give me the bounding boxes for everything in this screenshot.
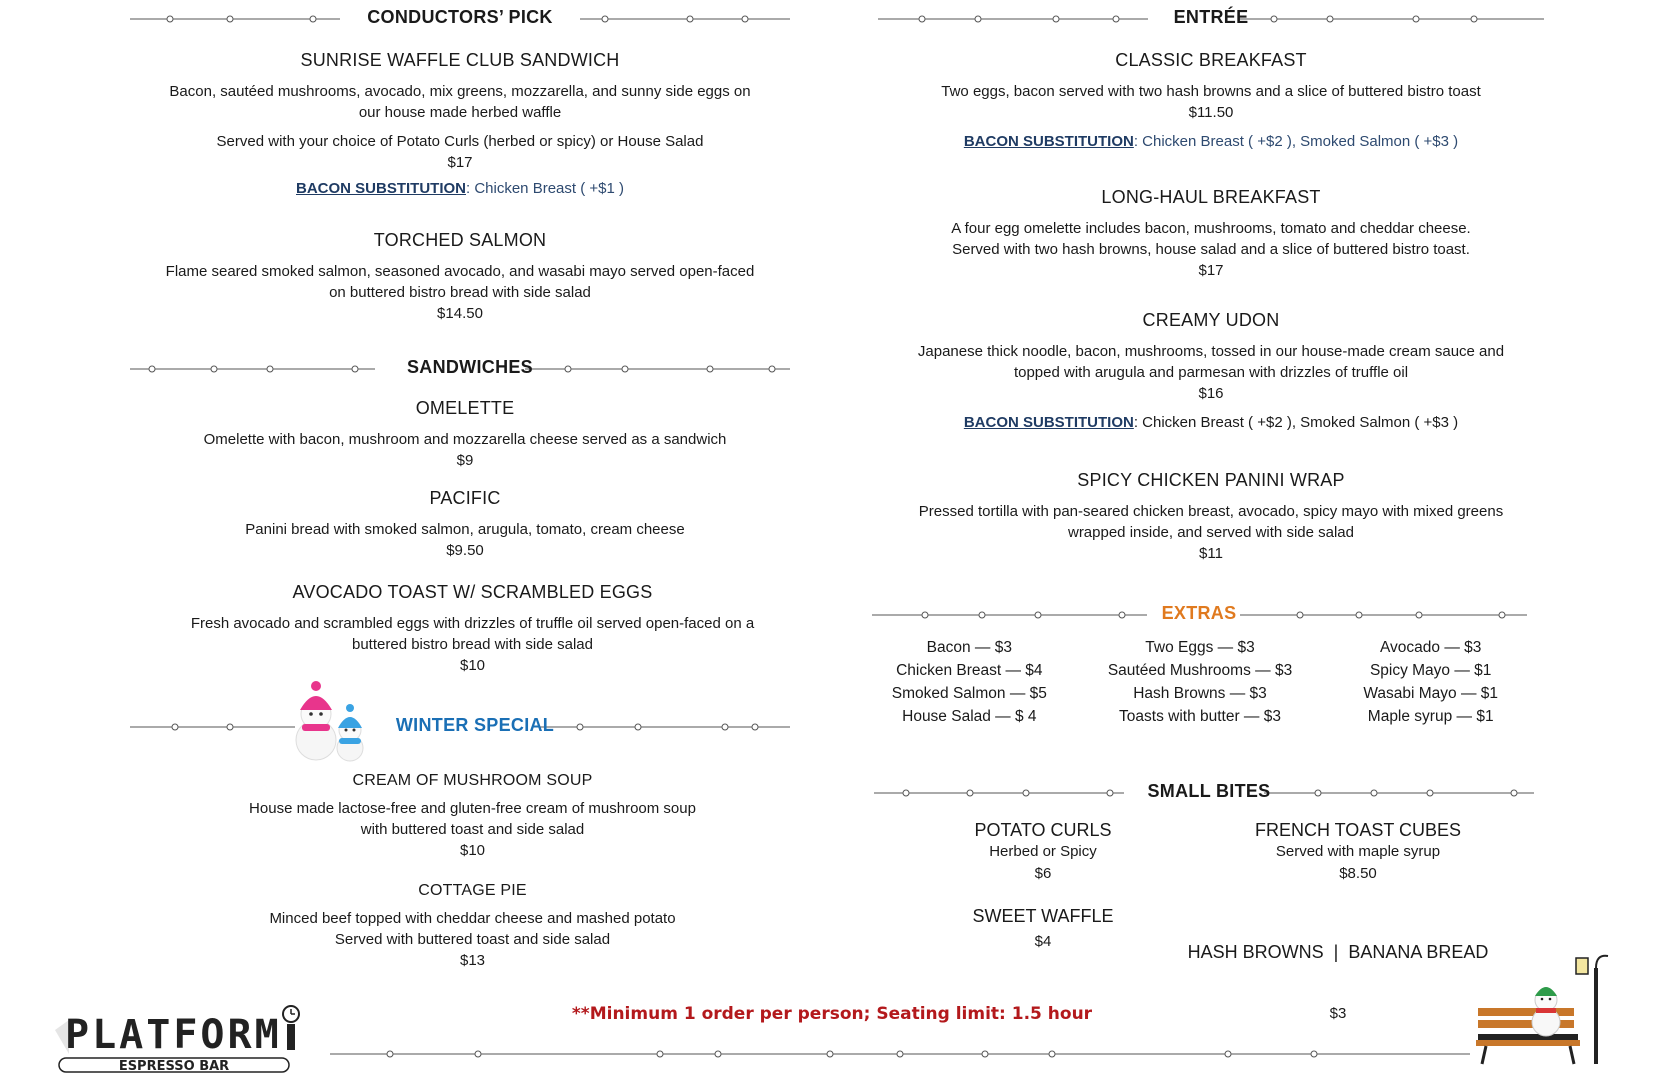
section-title: EXTRAS [1161, 603, 1237, 623]
item-desc: our house made herbed waffle [358, 104, 562, 121]
section-title: SMALL BITES [1147, 781, 1271, 801]
menu-item [878, 470, 1544, 564]
item-name: SWEET WAFFLE [972, 906, 1114, 926]
extra-item: Hash Browns — $3 [1133, 685, 1267, 702]
item-price: $6 [1034, 865, 1052, 882]
bite-item [928, 820, 1158, 885]
item-desc: Panini bread with smoked salmon, arugula, tomato, cream cheese [245, 521, 685, 538]
menu-item [878, 187, 1544, 281]
section-header-winter-special [130, 708, 790, 744]
item-name: OMELETTE [415, 398, 515, 418]
section-header-extras [872, 596, 1544, 632]
item-price: $10 [459, 657, 486, 674]
section-header-sandwiches [130, 350, 790, 386]
extra-item: Maple syrup — $1 [1367, 708, 1494, 725]
extra-item: Bacon — $3 [926, 639, 1012, 656]
extra-item: Wasabi Mayo — $1 [1363, 685, 1499, 702]
bite-item [1178, 906, 1498, 1061]
item-desc: Flame seared smoked salmon, seasoned avocado, and wasabi mayo served open-faced [165, 263, 755, 280]
bench-snowman-illustration [1466, 948, 1616, 1068]
item-price: $13 [459, 952, 486, 969]
item-price: $17 [1198, 262, 1224, 279]
item-desc: buttered bistro bread with side salad [352, 636, 593, 653]
item-desc: Served with maple syrup [1275, 843, 1441, 860]
section-title: SANDWICHES [406, 357, 533, 377]
item-name: LONG-HAUL BREAKFAST [1101, 187, 1321, 207]
bite-item [1208, 820, 1508, 885]
item-desc: with buttered toast and side salad [360, 821, 585, 838]
item-price: $9.50 [446, 542, 484, 559]
extra-item: Smoked Salmon — $5 [891, 685, 1047, 702]
item-name: CLASSIC BREAKFAST [1115, 50, 1307, 70]
menu-item [130, 882, 790, 971]
item-desc: wrapped inside, and served with side salad [1067, 524, 1354, 541]
item-name: FRENCH TOAST CUBES [1254, 820, 1462, 840]
item-desc: A four egg omelette includes bacon, mushrooms, tomato and cheddar cheese. [951, 220, 1471, 237]
item-desc: Japanese thick noodle, bacon, mushrooms, tossed in our house-made cream sauce and [917, 343, 1505, 360]
section-header-small-bites [874, 774, 1544, 810]
item-name: TORCHED SALMON [373, 230, 547, 250]
item-desc: Fresh avocado and scrambled eggs with drizzles of truffle oil served open-faced on a [190, 615, 755, 632]
substitution-note [878, 412, 1544, 433]
item-price: $11 [1199, 545, 1223, 562]
item-name: SUNRISE WAFFLE CLUB SANDWICH [300, 50, 620, 70]
logo-graphic [55, 1004, 311, 1080]
item-desc: topped with arugula and parmesan with drizzles of truffle oil [1013, 364, 1409, 381]
item-desc: Herbed or Spicy [989, 843, 1097, 860]
item-desc: Served with your choice of Potato Curls (herbed or spicy) or House Salad [216, 133, 704, 150]
item-name: HASH BROWNS | BANANA BREAD [1187, 942, 1489, 962]
menu-item [878, 50, 1544, 152]
menu-item [130, 230, 790, 324]
item-name: AVOCADO TOAST W/ SCRAMBLED EGGS [292, 582, 653, 602]
item-price: $8.50 [1339, 865, 1377, 882]
item-price: $9 [456, 452, 474, 469]
menu-item [130, 50, 790, 199]
item-name: PACIFIC [429, 488, 501, 508]
substitution-text: : Chicken Breast ( +$2 ), Smoked Salmon ( +$3 ) [1133, 133, 1459, 150]
extras-column [1085, 636, 1316, 728]
extra-item: House Salad — $ 4 [902, 708, 1037, 725]
section-title: WINTER SPECIAL [395, 715, 555, 735]
extra-item: Chicken Breast — $4 [896, 662, 1043, 679]
menu-item [878, 310, 1544, 433]
item-price: $14.50 [437, 305, 483, 322]
substitution-note [878, 131, 1544, 152]
item-desc: Omelette with bacon, mushroom and mozzarella cheese served as a sandwich [203, 431, 727, 448]
item-name: COTTAGE PIE [418, 882, 527, 899]
substitution-text: : Chicken Breast ( +$1 ) [466, 180, 624, 197]
item-desc: House made lactose-free and gluten-free cream of mushroom soup [249, 800, 696, 817]
item-desc: Bacon, sautéed mushrooms, avocado, mix greens, mozzarella, and sunny side eggs on [169, 83, 751, 100]
extras-column [854, 636, 1085, 728]
platform-logo [55, 1004, 311, 1080]
menu-item [130, 398, 790, 471]
item-price: $17 [447, 154, 473, 171]
snowmen-illustration [290, 680, 372, 762]
item-desc: Served with two hash browns, house salad and a slice of buttered bistro toast. [952, 241, 1470, 258]
section-header-conductors-pick [130, 0, 790, 36]
item-desc: Minced beef topped with cheddar cheese and mashed potato [269, 910, 676, 927]
extras-column [1315, 636, 1546, 728]
substitution-note [130, 178, 790, 199]
extra-item: Toasts with butter — $3 [1119, 708, 1281, 725]
order-notice: **Minimum 1 order per person; Seating limit: 1.5 hour [571, 1004, 1093, 1024]
menu-item [130, 772, 790, 861]
item-desc: Served with buttered toast and side salad [334, 931, 611, 948]
item-desc: on buttered bistro bread with side salad [329, 284, 591, 301]
extra-item: Spicy Mayo — $1 [1369, 662, 1492, 679]
extras-grid [854, 636, 1546, 728]
item-price: $11.50 [1188, 104, 1234, 121]
item-name: POTATO CURLS [974, 820, 1112, 840]
substitution-label: BACON SUBSTITUTION [963, 133, 1134, 150]
substitution-text: : Chicken Breast ( +$2 ), Smoked Salmon ( +$3 ) [1133, 414, 1459, 431]
extra-item: Avocado — $3 [1379, 639, 1482, 656]
item-price: $4 [1034, 933, 1052, 950]
bite-item [928, 906, 1158, 953]
item-price: $3 [1329, 1005, 1347, 1022]
menu-item [130, 488, 790, 561]
item-name: CREAMY UDON [1142, 310, 1280, 330]
item-price: $10 [459, 842, 486, 859]
menu-item [130, 582, 790, 676]
logo-name: PLATFORM [65, 1012, 282, 1058]
logo-subtitle: ESPRESSO BAR [118, 1059, 230, 1074]
footer-divider [330, 1048, 1470, 1060]
section-title: CONDUCTORS’ PICK [367, 7, 553, 27]
section-header-entree [878, 0, 1544, 36]
item-price: $16 [1198, 385, 1224, 402]
item-name: CREAM OF MUSHROOM SOUP [352, 772, 593, 789]
item-name: SPICY CHICKEN PANINI WRAP [1077, 470, 1345, 490]
extra-item: Two Eggs — $3 [1145, 639, 1255, 656]
substitution-label: BACON SUBSTITUTION [296, 180, 466, 197]
substitution-label: BACON SUBSTITUTION [963, 414, 1134, 431]
item-desc: Pressed tortilla with pan-seared chicken breast, avocado, spicy mayo with mixed greens [918, 503, 1504, 520]
section-title: ENTRÉE [1173, 7, 1249, 27]
extra-item: Sautéed Mushrooms — $3 [1107, 662, 1293, 679]
item-desc: Two eggs, bacon served with two hash browns and a slice of buttered bistro toast [941, 83, 1481, 100]
